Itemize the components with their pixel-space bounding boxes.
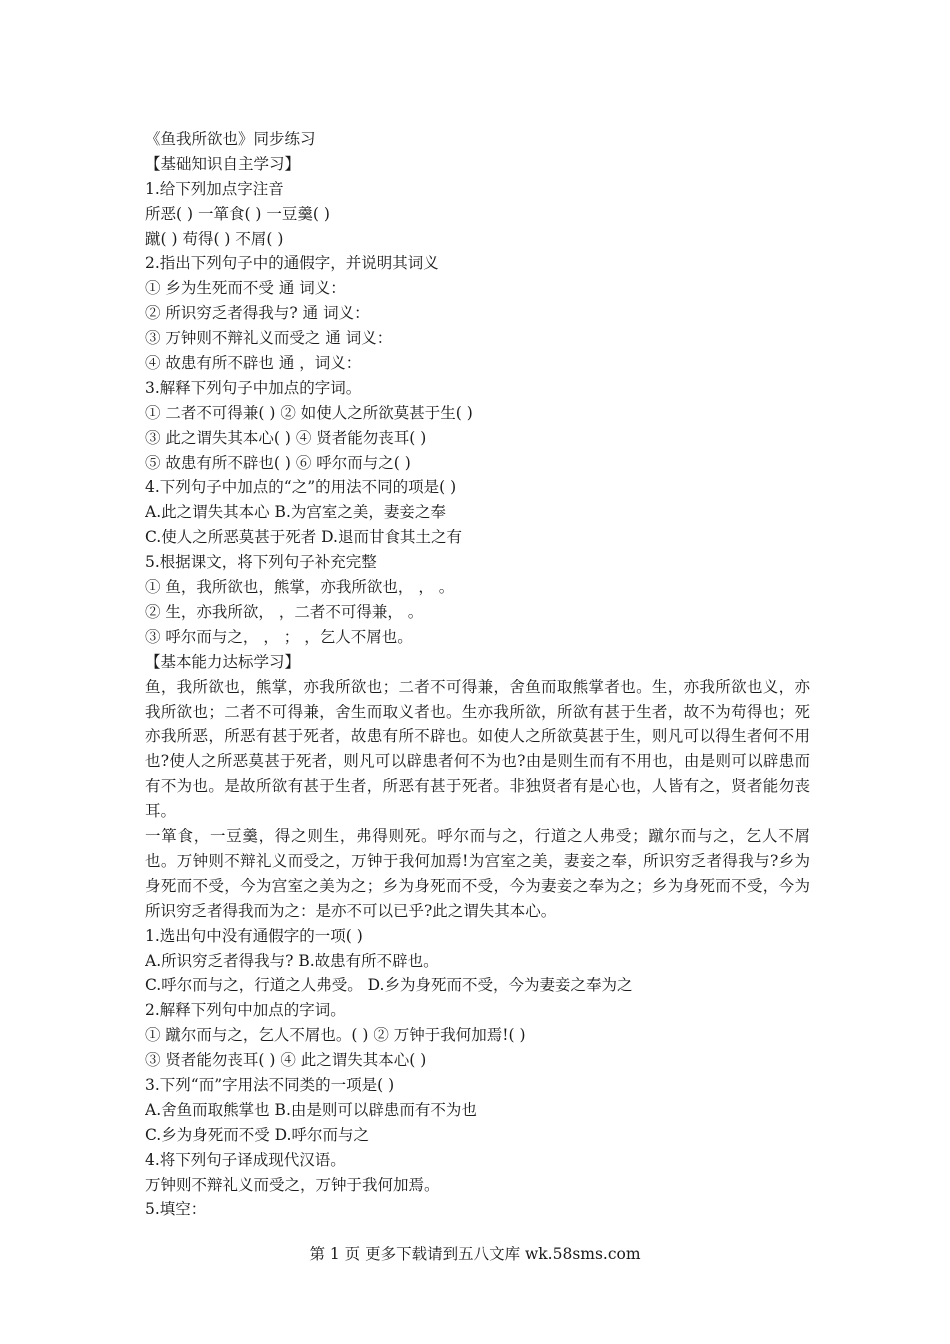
question-line: ③ 呼尔而与之， ， ； ，乞人不屑也。 [145, 627, 413, 646]
question-line: ① 乡为生死而不受 通 词义： [145, 279, 346, 298]
question-line: ③ 万钟则不辩礼义而受之 通 词义： [145, 329, 393, 348]
section-heading-ability: 【基本能力达标学习】 [145, 652, 301, 671]
passage-paragraph-2: 一箪食，一豆羹，得之则生，弗得则死。呼尔而与之，行道之人弗受；蹴尔而与之，乞人不屑也。万钟则不辩礼义而受之，万钟于我何加焉!为宫室之美，妻妾之奉，所识穷乏者得我与?乡为身死而不受，今为宫室之美为之；乡为身死而不受，今为妻妾之奉为之；乡为身死而不受，今为所识穷乏者得我而为之：是亦不可以已乎?此之谓失其本心。 [145, 827, 810, 920]
question-line: ④ 故患有所不辟也 通 ，词义： [145, 354, 362, 373]
question-line: C.使人之所恶莫甚于死者 D.退而甘食其土之有 [145, 528, 462, 547]
question-line: 5.根据课文，将下列句子补充完整 [145, 553, 377, 572]
passage-paragraph-1: 鱼，我所欲也，熊掌，亦我所欲也；二者不可得兼，舍鱼而取熊掌者也。生，亦我所欲也义，亦我所欲也；二者不可得兼，舍生而取义者也。生亦我所欲，所欲有甚于生者，故不为苟得也；死亦我所恶，所恶有甚于死者，故患有所不辟也。如使人之所欲莫甚于生，则凡可以得生者何不用也?使人之所恶莫甚于死者，则凡可以辟患者何不为也?由是则生而有不用也，由是则可以辟患而有不为也。是故所欲有甚于生者，所恶有甚于死者。非独贤者有是心也，人皆有之，贤者能勿丧耳。 [145, 677, 810, 821]
question-line: 所恶( ) 一箪食( ) 一豆羹( ) [145, 204, 330, 223]
page-footer: 第 1 页 更多下载请到五八文库 wk.58sms.com [309, 1245, 641, 1263]
question-line: A.所识穷乏者得我与? B.故患有所不辟也。 [145, 951, 439, 970]
section-heading-basic-knowledge: 【基础知识自主学习】 [145, 154, 301, 173]
question-line: A.此之谓失其本心 B.为宫室之美，妻妾之奉 [145, 503, 446, 522]
question-line: C.乡为身死而不受 D.呼尔而与之 [145, 1125, 369, 1144]
question-line: 2.指出下列句子中的通假字，并说明其词义 [145, 254, 439, 273]
question-line: 4.将下列句子译成现代汉语。 [145, 1150, 346, 1169]
question-line: C.呼尔而与之，行道之人弗受。 D.乡为身死而不受，今为妻妾之奉为之 [145, 976, 633, 995]
question-line: 3.解释下列句子中加点的字词。 [145, 378, 362, 397]
question-line: 蹴( ) 苟得( ) 不屑( ) [145, 229, 284, 248]
document-body [145, 127, 810, 1222]
question-line: 万钟则不辩礼义而受之，万钟于我何加焉。 [145, 1175, 440, 1194]
question-line: ① 鱼，我所欲也，熊掌，亦我所欲也， ， 。 [145, 578, 455, 597]
question-line: ③ 贤者能勿丧耳( ) ④ 此之谓失其本心( ) [145, 1051, 427, 1070]
question-line: 5.填空： [145, 1200, 207, 1219]
question-line: ① 二者不可得兼( ) ② 如使人之所欲莫甚于生( ) [145, 403, 473, 422]
question-line: 3.下列“而”字用法不同类的一项是( ) [145, 1076, 395, 1094]
question-line: 2.解释下列句中加点的字词。 [145, 1001, 346, 1020]
question-line: ② 所识穷乏者得我与? 通 词义： [145, 304, 370, 323]
question-line: ⑤ 故患有所不辟也( ) ⑥ 呼尔而与之( ) [145, 453, 411, 472]
question-line: ③ 此之谓失其本心( ) ④ 贤者能勿丧耳( ) [145, 428, 427, 447]
question-line: ① 蹴尔而与之，乞人不屑也。( ) ② 万钟于我何加焉!( ) [145, 1026, 526, 1045]
question-line: 1.给下列加点字注音 [145, 179, 284, 198]
question-line: ② 生，亦我所欲， ，二者不可得兼， 。 [145, 602, 424, 621]
question-line: 4.下列句子中加点的“之”的用法不同的项是( ) [145, 478, 457, 497]
document-title: 《鱼我所欲也》同步练习 [145, 130, 316, 148]
question-line: A.舍鱼而取熊掌也 B.由是则可以辟患而有不为也 [145, 1100, 477, 1119]
question-line: 1.选出句中没有通假字的一项( ) [145, 926, 363, 945]
